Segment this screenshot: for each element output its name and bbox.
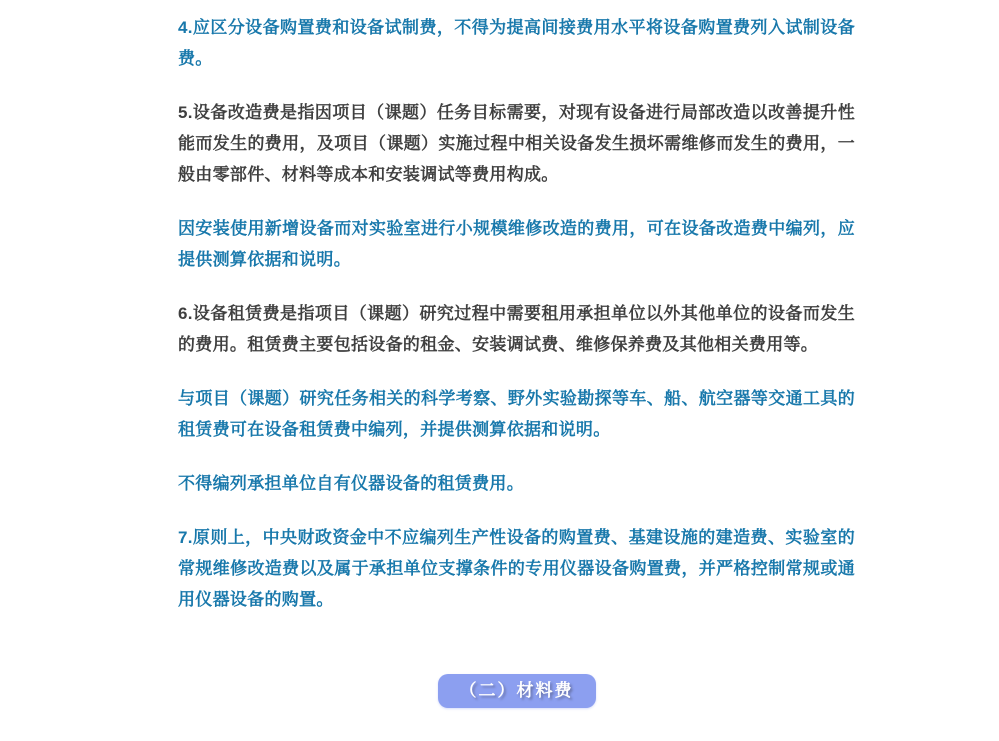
article-paragraph: 与项目（课题）研究任务相关的科学考察、野外实验勘探等车、船、航空器等交通工具的租赁费可在设备租赁费中编列，并提供测算依据和说明。 bbox=[178, 389, 855, 439]
article-paragraph: 5.设备改造费是指因项目（课题）任务目标需要，对现有设备进行局部改造以改善提升性能而发生的费用，及项目（课题）实施过程中相关设备发生损坏需维修而发生的费用，一般由零部件、材料等成本和安装调试等费用构成。 bbox=[178, 103, 855, 184]
article-paragraph: 因安装使用新增设备而对实验室进行小规模维修改造的费用，可在设备改造费中编列，应提供测算依据和说明。 bbox=[178, 219, 855, 269]
article-body bbox=[178, 0, 855, 708]
article-paragraph: 7.原则上，中央财政资金中不应编列生产性设备的购置费、基建设施的建造费、实验室的常规维修改造费以及属于承担单位支撑条件的专用仪器设备购置费，并严格控制常规或通用仪器设备的购置。 bbox=[178, 528, 855, 609]
section-badge-materials[interactable]: （二）材料费 bbox=[438, 674, 596, 708]
article-paragraph: 4.应区分设备购置费和设备试制费，不得为提高间接费用水平将设备购置费列入试制设备费。 bbox=[178, 18, 855, 68]
section-badge-row bbox=[178, 674, 855, 708]
article-paragraph: 6.设备租赁费是指项目（课题）研究过程中需要租用承担单位以外其他单位的设备而发生的费用。租赁费主要包括设备的租金、安装调试费、维修保养费及其他相关费用等。 bbox=[178, 304, 855, 354]
paragraph-list bbox=[178, 12, 855, 615]
article-paragraph: 不得编列承担单位自有仪器设备的租赁费用。 bbox=[178, 474, 524, 493]
